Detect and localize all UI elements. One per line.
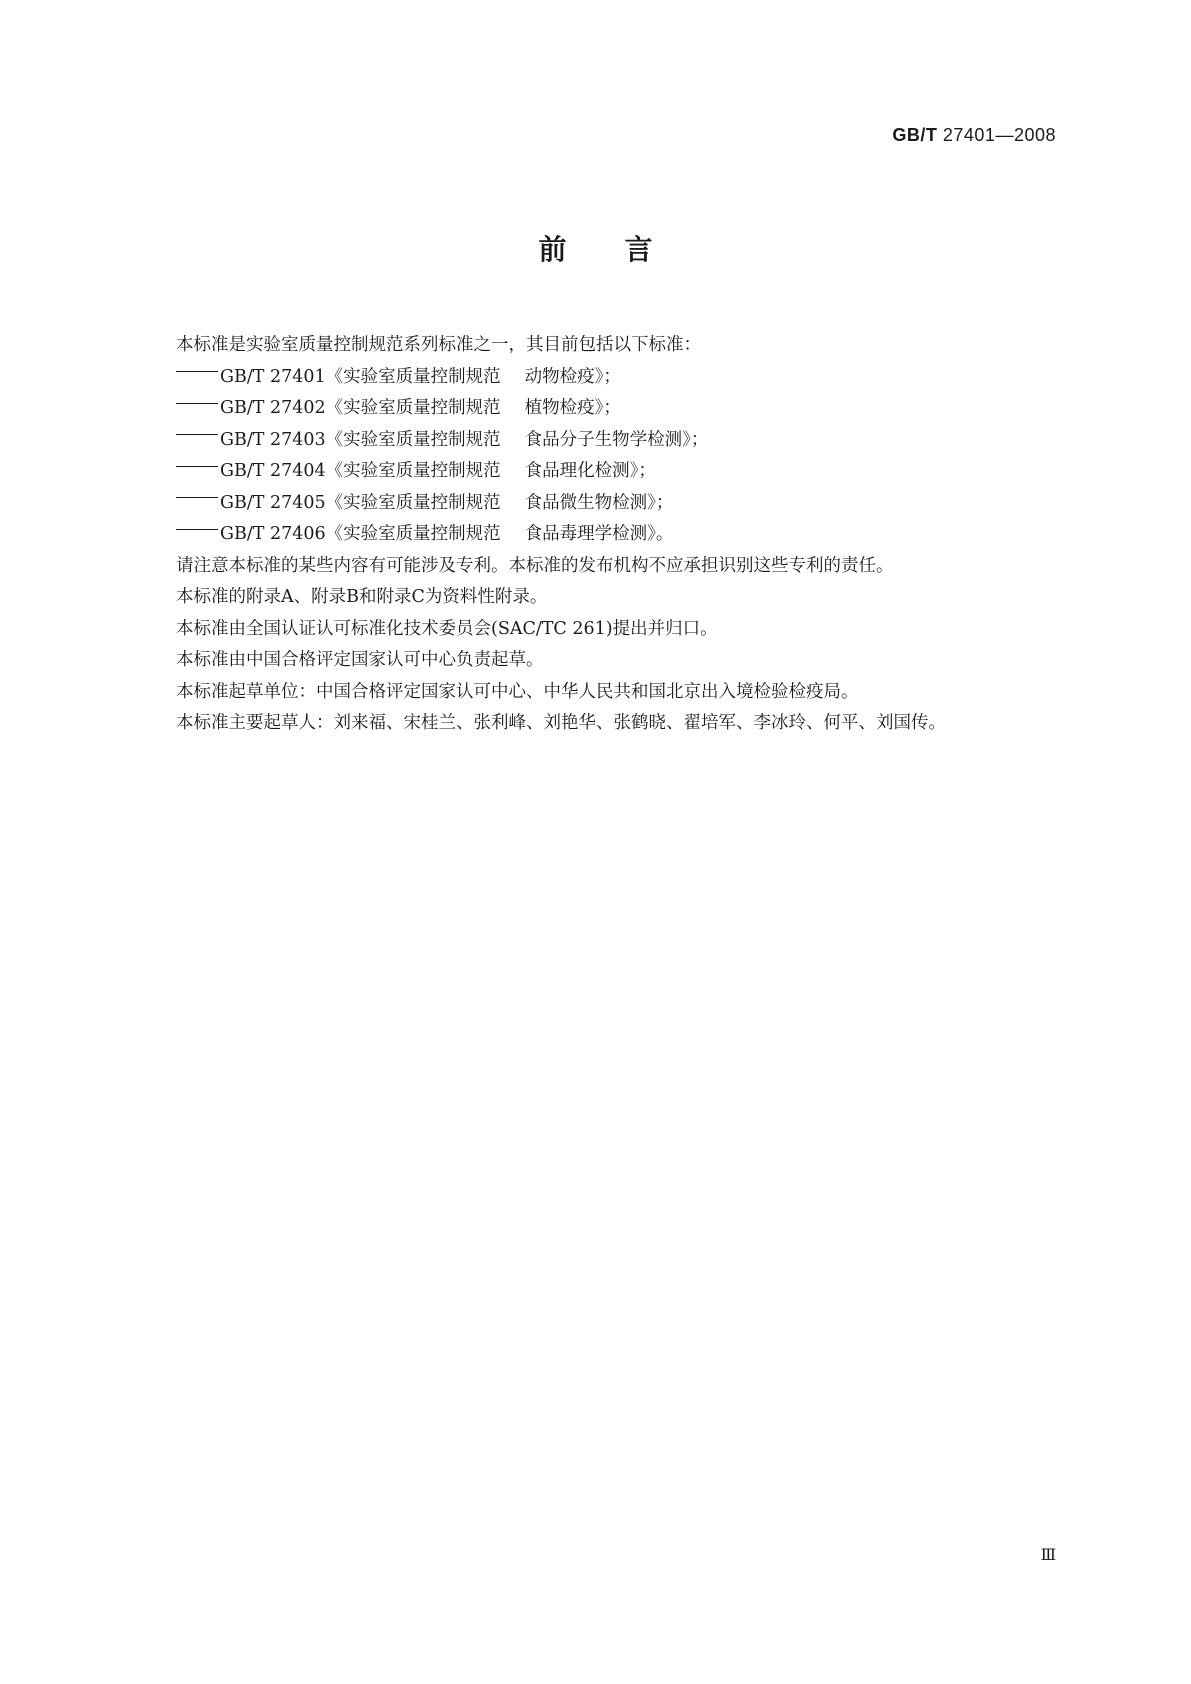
dash-mark [176,403,218,405]
dash-mark [176,497,218,499]
dash-mark [176,466,218,468]
drafting-organization-paragraph: 本标准由中国合格评定国家认可中心负责起草。 [176,650,544,670]
standard-code: GB/T 27402 [220,398,326,418]
standard-subject: 食品理化检测》； [524,461,656,481]
foreword-body [176,330,1056,740]
standard-code: GB/T 27403 [220,429,326,450]
dash-mark [176,529,218,531]
standard-code: GB/T 27406 [220,524,326,544]
standard-list-item [176,519,1056,551]
dash-mark [176,434,218,436]
standard-list-item [176,393,1056,425]
standard-series: 《实验室质量控制规范 [325,492,501,513]
standard-code: GB/T 27401 [220,366,326,387]
dash-mark [176,371,218,373]
annex-paragraph: 本标准的附录A、附录B和附录C为资料性附录。 [176,587,548,607]
standard-list-item [176,456,1056,488]
standard-subject: 食品毒理学检测》。 [524,524,674,544]
page-title: 前言 [538,233,711,266]
intro-paragraph: 本标准是实验室质量控制规范系列标准之一，其目前包括以下标准： [176,335,701,355]
standard-code [892,125,1056,146]
standard-series: 《实验室质量控制规范 [325,461,501,481]
page-number: Ⅲ [1040,1545,1056,1564]
committee-paragraph: 本标准由全国认证认可标准化技术委员会(SAC/TC 261)提出并归口。 [176,618,718,639]
standard-code-prefix: GB/T [892,125,938,145]
drafters-paragraph: 本标准主要起草人：刘来福、宋桂兰、张利峰、刘艳华、张鹤晓、翟培军、李冰玲、何平、刘国传。 [176,713,946,733]
standard-code-number: 27401—2008 [942,125,1056,145]
standard-series: 《实验室质量控制规范 [325,429,501,450]
standard-series: 《实验室质量控制规范 [325,398,501,418]
standard-list-item [176,425,1056,457]
standard-list-item [176,362,1056,394]
drafting-units-paragraph: 本标准起草单位：中国合格评定国家认可中心、中华人民共和国北京出入境检验检疫局。 [176,681,859,702]
standard-subject: 食品微生物检测》； [524,492,674,513]
standard-subject: 植物检疫》； [524,398,621,418]
standard-subject: 食品分子生物学检测》； [524,429,709,450]
standard-list-item [176,488,1056,520]
standard-code: GB/T 27404 [220,461,326,481]
patent-notice-paragraph: 请注意本标准的某些内容有可能涉及专利。本标准的发布机构不应承担识别这些专利的责任。 [176,555,894,576]
standard-code: GB/T 27405 [220,492,326,513]
standard-subject: 动物检疫》； [524,366,621,387]
standard-series: 《实验室质量控制规范 [325,366,501,387]
standard-series: 《实验室质量控制规范 [325,524,501,544]
